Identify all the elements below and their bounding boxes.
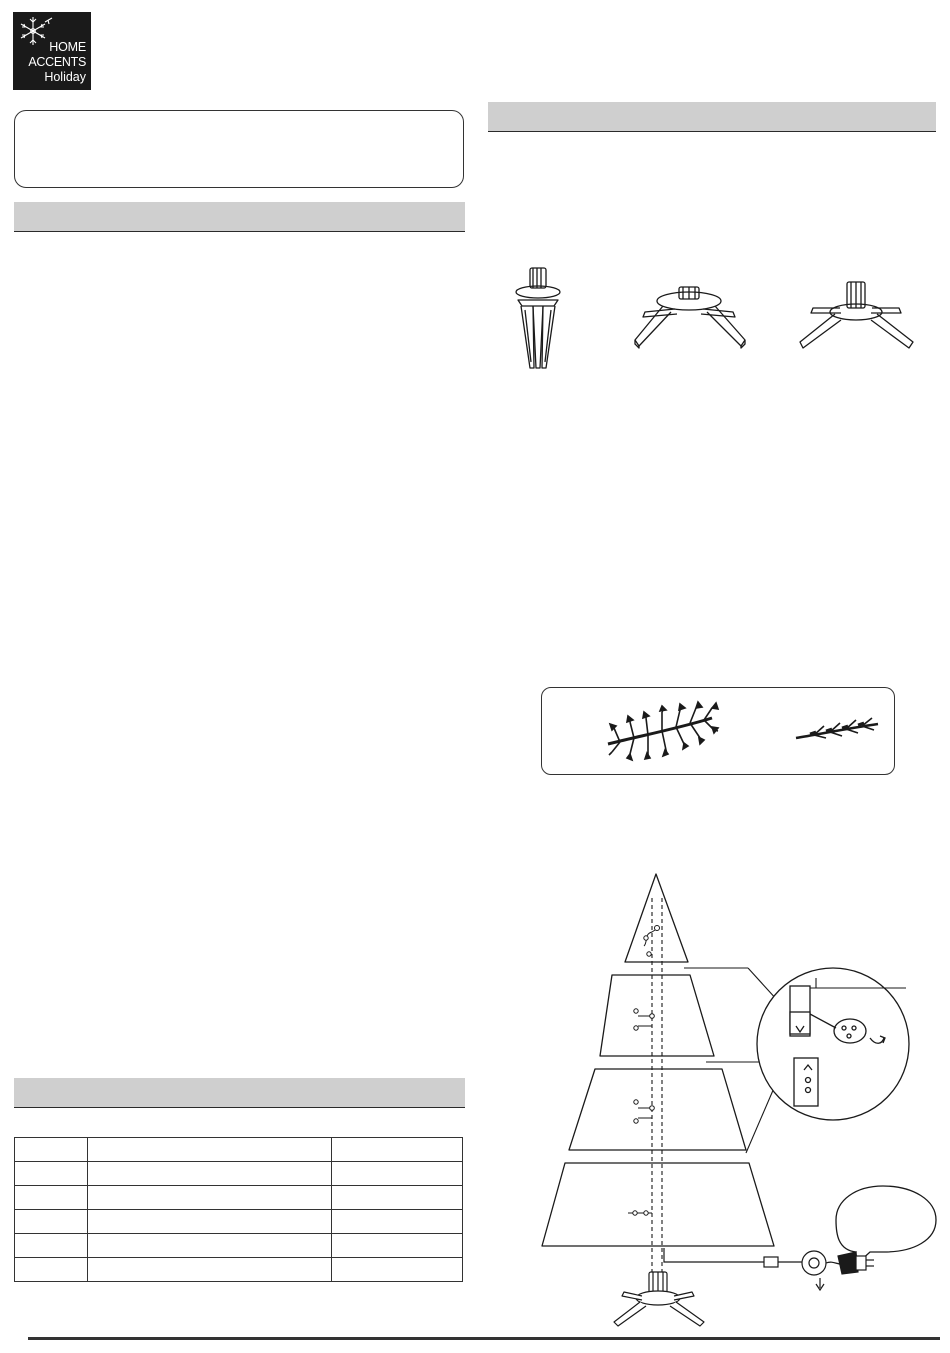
table-cell	[88, 1210, 332, 1234]
table-cell	[331, 1234, 462, 1258]
brand-line-3: Holiday	[44, 70, 86, 84]
table-row	[15, 1162, 463, 1186]
stand-illustrations	[495, 262, 945, 377]
table-cell	[88, 1162, 332, 1186]
high-cross-stand-illustration	[800, 282, 913, 348]
connector-detail-zoom	[757, 968, 909, 1120]
table-cell	[331, 1162, 462, 1186]
table-cell	[15, 1162, 88, 1186]
table-cell	[331, 1258, 462, 1282]
table-row	[15, 1258, 463, 1282]
tree-top-section	[625, 874, 688, 962]
snowflake-icon	[19, 16, 53, 46]
table-cell	[88, 1258, 332, 1282]
base-stand-illustration	[614, 1272, 704, 1326]
parts-table	[14, 1137, 463, 1282]
tree-assembly-diagram	[538, 868, 942, 1333]
tree-upper-section	[600, 975, 714, 1056]
section-header-instructions	[14, 202, 465, 232]
table-cell	[15, 1138, 88, 1162]
table-cell	[88, 1234, 332, 1258]
table-cell	[15, 1186, 88, 1210]
stake-stand-illustration	[516, 268, 560, 368]
section-header-parts	[14, 1078, 465, 1108]
table-row	[15, 1186, 463, 1210]
notice-box	[14, 110, 464, 188]
tree-middle-section	[569, 1069, 746, 1150]
footer-rule	[28, 1337, 940, 1340]
table-cell	[331, 1210, 462, 1234]
brand-line-1: HOME	[49, 40, 86, 54]
table-row	[15, 1138, 463, 1162]
low-cross-stand-illustration	[635, 287, 745, 348]
section-header-assembly	[488, 102, 936, 132]
branch-illustrations	[600, 698, 890, 764]
table-cell	[331, 1186, 462, 1210]
table-cell	[331, 1138, 462, 1162]
fluffed-branch-illustration	[608, 702, 718, 760]
table-cell	[88, 1138, 332, 1162]
table-cell	[15, 1234, 88, 1258]
unfluffed-branch-illustration	[796, 718, 878, 738]
table-row	[15, 1210, 463, 1234]
table-cell	[15, 1210, 88, 1234]
tree-bottom-section	[542, 1163, 774, 1246]
brand-line-2: ACCENTS	[28, 55, 86, 69]
brand-logo	[13, 12, 91, 90]
table-cell	[15, 1258, 88, 1282]
table-row	[15, 1234, 463, 1258]
table-cell	[88, 1186, 332, 1210]
